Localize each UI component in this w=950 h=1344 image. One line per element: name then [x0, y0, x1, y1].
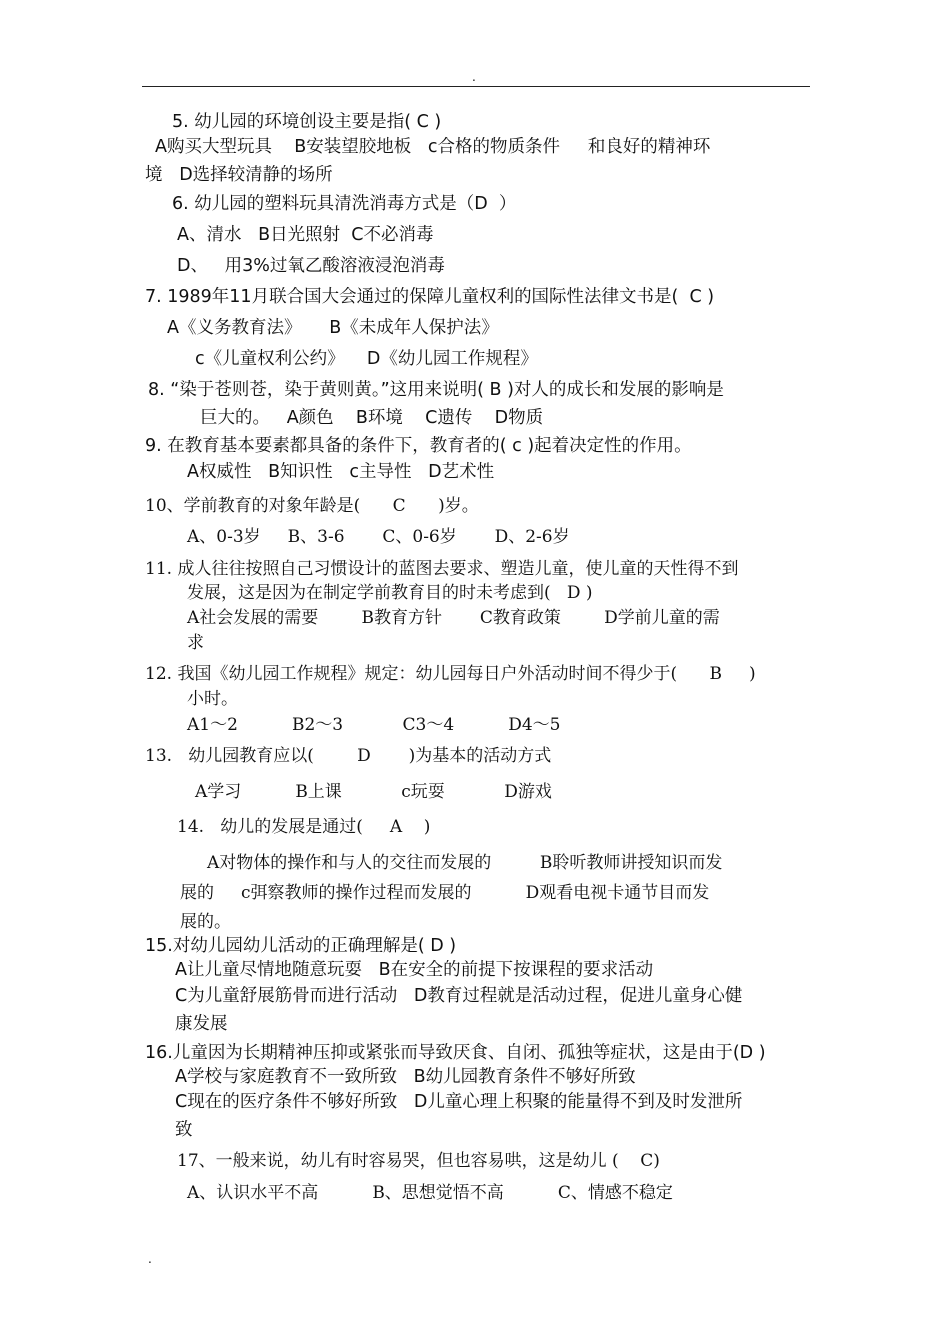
- header-mark: .: [472, 70, 476, 84]
- q17-stem: 17、一般来说，幼儿有时容易哭，但也容易哄，这是幼儿 ( C): [177, 1151, 660, 1171]
- q5-options-cont: 境 D选择较清静的场所: [145, 165, 333, 185]
- q13-options: A学习 B上课 c玩耍 D游戏: [195, 782, 552, 802]
- q8-options: 巨大的。 A颜色 B环境 C遗传 D物质: [200, 408, 544, 428]
- q5-stem: 5. 幼儿园的环境创设主要是指( C ): [172, 112, 442, 132]
- q13-stem: 13. 幼儿园教育应以( D )为基本的活动方式: [145, 746, 552, 766]
- q12-stem-cont: 小时。: [187, 689, 238, 709]
- q9-stem: 9. 在教育基本要素都具备的条件下，教育者的( c )起着决定性的作用。: [145, 436, 692, 456]
- q14-stem: 14. 幼儿的发展是通过( A ): [177, 817, 431, 837]
- header-rule: [142, 86, 810, 87]
- q6-stem: 6. 幼儿园的塑料玩具清洗消毒方式是（D ）: [172, 194, 517, 214]
- q15-stem: 15.对幼儿园幼儿活动的正确理解是( D ): [145, 936, 457, 956]
- q15-options-cd: C为儿童舒展筋骨而进行活动 D教育过程就是活动过程，促进儿童身心健: [175, 986, 743, 1006]
- q12-options: A1～2 B2～3 C3～4 D4～5: [187, 715, 561, 735]
- q5-options: A购买大型玩具 B安装望胶地板 c合格的物质条件 和良好的精神环: [155, 137, 711, 157]
- q7-options-cd: c《儿童权利公约》 D《幼儿园工作规程》: [195, 349, 538, 369]
- q7-options-ab: A《义务教育法》 B《未成年人保护法》: [167, 318, 499, 338]
- q15-options-ab: A让儿童尽情地随意玩耍 B在安全的前提下按课程的要求活动: [175, 960, 654, 980]
- q14-options-cont: 展的 c弭察教师的操作过程而发展的 D观看电视卡通节目而发: [180, 883, 710, 903]
- q12-stem: 12. 我国《幼儿园工作规程》规定：幼儿园每日户外活动时间不得少于( B ): [145, 664, 756, 684]
- q9-options: A权威性 B知识性 c主导性 D艺术性: [187, 462, 495, 482]
- q16-stem: 16.儿童因为长期精神压抑或紧张而导致厌食、自闭、孤独等症状，这是由于(D ): [145, 1043, 766, 1063]
- q15-options-cont: 康发展: [175, 1014, 228, 1034]
- q10-stem: 10、学前教育的对象年龄是( C )岁。: [145, 496, 479, 516]
- q14-options: A对物体的操作和与人的交往而发展的 B聆听教师讲授知识而发: [207, 853, 723, 873]
- q16-options-cont: 致: [175, 1120, 193, 1140]
- q16-options-ab: A学校与家庭教育不一致所致 B幼儿园教育条件不够好所致: [175, 1067, 636, 1087]
- footer-mark: .: [148, 1252, 152, 1266]
- q17-options: A、认识水平不高 B、思想觉悟不高 C、情感不稳定: [187, 1183, 673, 1203]
- q6-options: A、清水 B日光照射 C不必消毒: [177, 225, 434, 245]
- q8-stem: 8. “染于苍则苍，染于黄则黄。”这用来说明( B )对人的成长和发展的影响是: [148, 380, 724, 400]
- q6-option-d: D、 用3%过氧乙酸溶液浸泡消毒: [177, 256, 445, 276]
- q7-stem: 7. 1989年11月联合国大会通过的保障儿童权利的国际性法律文书是( C ): [145, 287, 715, 307]
- q11-stem-cont: 发展，这是因为在制定学前教育目的时未考虑到( D ): [187, 583, 593, 603]
- q11-stem: 11. 成人往往按照自己习惯设计的蓝图去要求、塑造儿童，使儿童的天性得不到: [145, 559, 739, 579]
- q11-options: A社会发展的需要 B教育方针 C教育政策 D学前儿童的需: [187, 608, 720, 628]
- q16-options-cd: C现在的医疗条件不够好所致 D儿童心理上积聚的能量得不到及时发泄所: [175, 1092, 743, 1112]
- q11-options-cont: 求: [187, 633, 204, 653]
- q10-options: A、0-3岁 B、3-6 C、0-6岁 D、2-6岁: [187, 527, 570, 547]
- q14-options-end: 展的。: [180, 912, 231, 932]
